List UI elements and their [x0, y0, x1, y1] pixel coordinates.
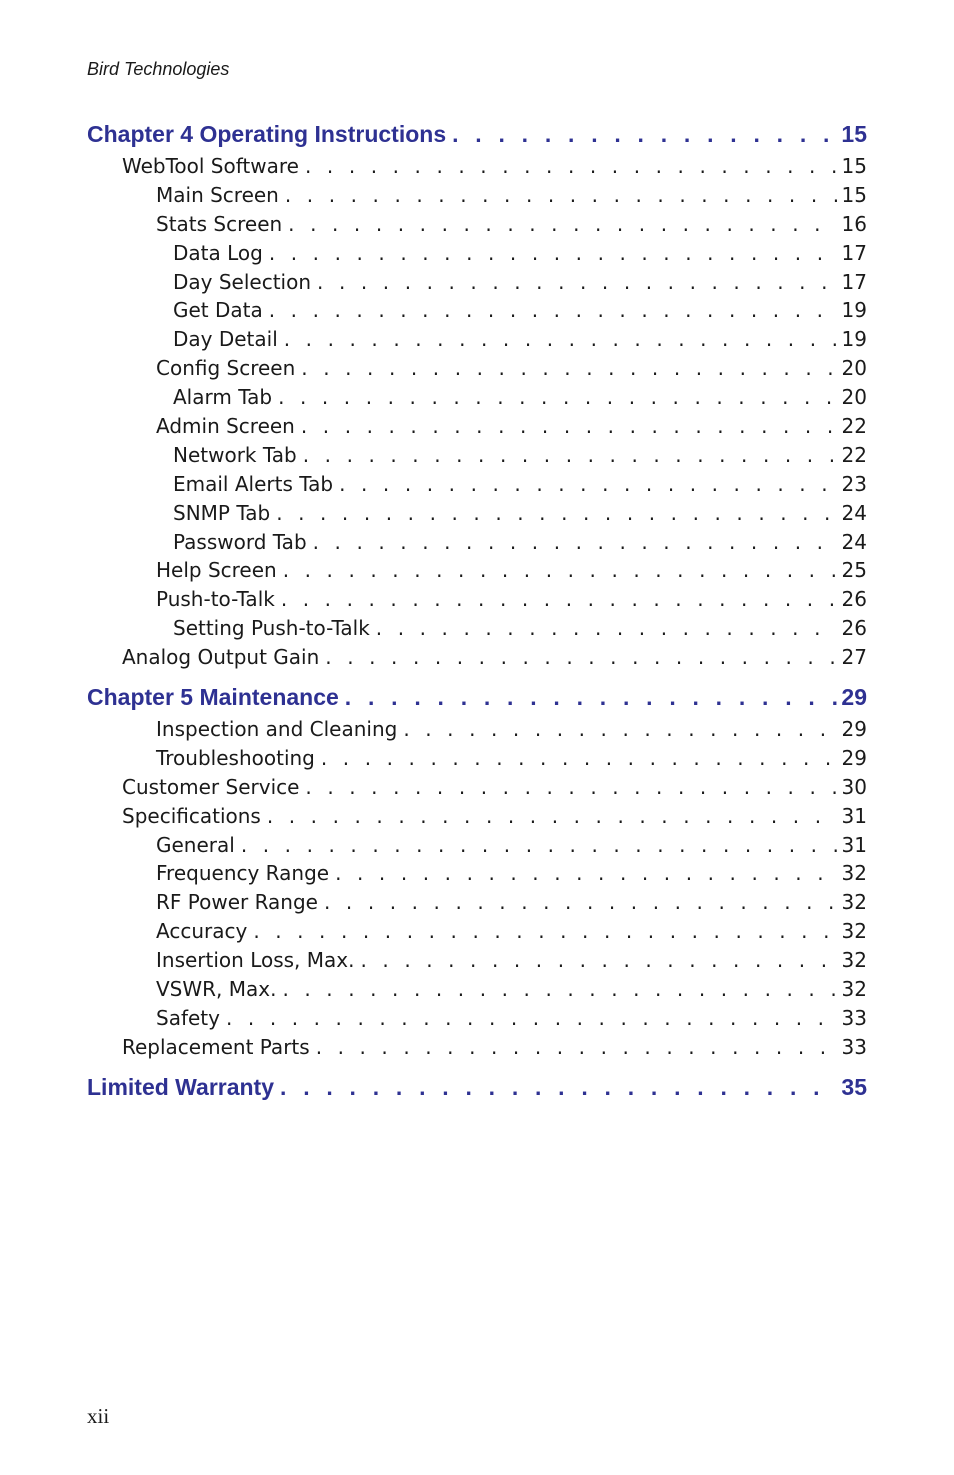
- page-number: xii: [87, 1404, 110, 1428]
- toc-entry[interactable]: [87, 327, 867, 356]
- toc-entry[interactable]: [87, 443, 867, 472]
- toc-page-number: 22: [841, 414, 867, 439]
- toc-entry[interactable]: [87, 616, 867, 645]
- toc-entry-label: Admin Screen: [156, 414, 301, 438]
- toc-page-number: 24: [841, 529, 867, 554]
- dot-leader: [321, 746, 837, 770]
- toc-entry[interactable]: [87, 587, 867, 616]
- toc-entry-label: Push-to-Talk: [156, 587, 281, 611]
- toc-page-number: 25: [841, 558, 867, 583]
- dot-leader: [316, 1035, 837, 1059]
- toc-page-number: 27: [841, 645, 867, 670]
- toc-page-number: 19: [841, 327, 867, 352]
- toc-entry[interactable]: [87, 948, 867, 977]
- toc-entry[interactable]: [87, 472, 867, 501]
- toc-entry[interactable]: [87, 414, 867, 443]
- toc-entry[interactable]: [87, 833, 867, 862]
- dot-leader: [452, 121, 837, 148]
- toc-page-number: 32: [841, 948, 867, 973]
- dot-leader: [241, 833, 837, 857]
- toc-entry-label: Data Log: [173, 241, 269, 265]
- dot-leader: [283, 558, 837, 582]
- table-of-contents: [87, 121, 867, 1117]
- toc-entry[interactable]: [87, 356, 867, 385]
- dot-leader: [278, 385, 837, 409]
- toc-page-number: 19: [841, 298, 867, 323]
- toc-page-number: 33: [841, 1034, 867, 1059]
- toc-page-number: 26: [841, 587, 867, 612]
- toc-entry[interactable]: [87, 746, 867, 775]
- toc-page-number: 23: [841, 471, 867, 496]
- toc-entry-label: Chapter 4 Operating Instructions: [87, 121, 452, 148]
- toc-page-number: 15: [841, 182, 867, 207]
- toc-entry-label: Password Tab: [173, 530, 313, 554]
- toc-entry-label: VSWR, Max.: [156, 977, 282, 1001]
- toc-entry[interactable]: [87, 919, 867, 948]
- toc-page-number: 16: [841, 211, 867, 236]
- toc-entry-label: Setting Push-to-Talk: [173, 616, 376, 640]
- toc-entry[interactable]: [87, 890, 867, 919]
- toc-page-number: 22: [841, 442, 867, 467]
- toc-entry-label: General: [156, 833, 241, 857]
- dot-leader: [339, 472, 837, 496]
- toc-entry-label: Email Alerts Tab: [173, 472, 339, 496]
- toc-page-number: 32: [841, 977, 867, 1002]
- toc-entry-label: Network Tab: [173, 443, 303, 467]
- toc-chapter-heading[interactable]: [87, 684, 867, 717]
- dot-leader: [280, 1074, 837, 1101]
- toc-page-number: 20: [841, 385, 867, 410]
- dot-leader: [305, 775, 837, 799]
- dot-leader: [276, 501, 837, 525]
- toc-entry[interactable]: [87, 558, 867, 587]
- toc-entry-label: Insertion Loss, Max.: [156, 948, 360, 972]
- dot-leader: [324, 890, 837, 914]
- toc-entry-label: Day Selection: [173, 270, 317, 294]
- toc-entry-label: Specifications: [122, 804, 267, 828]
- toc-entry[interactable]: [87, 775, 867, 804]
- running-header: Bird Technologies: [87, 59, 230, 79]
- toc-page-number: 15: [841, 154, 867, 178]
- toc-chapter-block: [87, 684, 867, 1064]
- toc-entry[interactable]: [87, 977, 867, 1006]
- dot-leader: [403, 717, 837, 741]
- toc-page-number: 32: [841, 890, 867, 915]
- toc-entry[interactable]: [87, 501, 867, 530]
- toc-entry[interactable]: [87, 1006, 867, 1035]
- toc-page-number: 17: [841, 240, 867, 265]
- toc-entry-label: Safety: [156, 1006, 226, 1030]
- toc-page-number: 24: [841, 500, 867, 525]
- toc-entry[interactable]: [87, 717, 867, 746]
- toc-entry-label: Frequency Range: [156, 861, 335, 885]
- toc-entry-label: Alarm Tab: [173, 385, 278, 409]
- toc-entry[interactable]: [87, 183, 867, 212]
- toc-page-number: 31: [841, 832, 867, 857]
- toc-page-number: 29: [841, 745, 867, 770]
- dot-leader: [376, 616, 837, 640]
- toc-entry[interactable]: [87, 298, 867, 327]
- toc-entry-label: Customer Service: [122, 775, 305, 799]
- toc-entry-label: Replacement Parts: [122, 1035, 316, 1059]
- toc-entry-label: Day Detail: [173, 327, 284, 351]
- toc-chapter-heading[interactable]: [87, 121, 867, 154]
- toc-page-number: 29: [841, 684, 867, 711]
- toc-entry-label: Analog Output Gain: [122, 645, 325, 669]
- toc-page-number: 30: [841, 774, 867, 799]
- dot-leader: [284, 327, 837, 351]
- dot-leader: [305, 154, 837, 178]
- dot-leader: [281, 587, 837, 611]
- toc-entry-label: Get Data: [173, 298, 269, 322]
- toc-entry[interactable]: [87, 270, 867, 299]
- toc-page-number: 17: [841, 269, 867, 294]
- toc-entry-label: SNMP Tab: [173, 501, 276, 525]
- toc-page-number: 29: [841, 717, 867, 742]
- toc-entry-label: RF Power Range: [156, 890, 324, 914]
- dot-leader: [301, 414, 837, 438]
- toc-entry-label: Accuracy: [156, 919, 253, 943]
- dot-leader: [288, 212, 837, 236]
- toc-entry[interactable]: [87, 530, 867, 559]
- toc-chapter-block: [87, 1074, 867, 1107]
- dot-leader: [325, 645, 837, 669]
- toc-chapter-block: [87, 121, 867, 674]
- toc-entry[interactable]: [87, 241, 867, 270]
- toc-entry[interactable]: [87, 804, 867, 833]
- toc-entry-label: Main Screen: [156, 183, 285, 207]
- toc-entry-label: Help Screen: [156, 558, 283, 582]
- dot-leader: [345, 684, 837, 711]
- toc-entry[interactable]: [87, 861, 867, 890]
- dot-leader: [253, 919, 837, 943]
- toc-entry[interactable]: [87, 212, 867, 241]
- toc-page-number: 15: [841, 121, 867, 147]
- dot-leader: [360, 948, 837, 972]
- toc-page-number: 20: [841, 356, 867, 381]
- dot-leader: [317, 270, 837, 294]
- toc-page-number: 32: [841, 861, 867, 886]
- toc-entry-label: Troubleshooting: [156, 746, 321, 770]
- dot-leader: [303, 443, 837, 467]
- dot-leader: [282, 977, 837, 1001]
- toc-page-number: 35: [841, 1073, 867, 1100]
- toc-entry[interactable]: [87, 154, 867, 183]
- dot-leader: [301, 356, 837, 380]
- toc-entry-label: Limited Warranty: [87, 1074, 280, 1101]
- dot-leader: [285, 183, 837, 207]
- toc-entry-label: Chapter 5 Maintenance: [87, 684, 345, 711]
- toc-page-number: 33: [841, 1005, 867, 1030]
- toc-entry-label: Config Screen: [156, 356, 301, 380]
- dot-leader: [267, 804, 837, 828]
- toc-page-number: 32: [841, 919, 867, 944]
- dot-leader: [269, 298, 837, 322]
- toc-chapter-heading[interactable]: [87, 1074, 867, 1107]
- dot-leader: [313, 530, 837, 554]
- toc-entry-label: WebTool Software: [122, 154, 305, 178]
- toc-page-number: 26: [841, 616, 867, 641]
- toc-page-number: 31: [841, 803, 867, 828]
- toc-entry[interactable]: [87, 385, 867, 414]
- dot-leader: [226, 1006, 837, 1030]
- dot-leader: [269, 241, 837, 265]
- toc-entry-label: Stats Screen: [156, 212, 288, 236]
- toc-entry-label: Inspection and Cleaning: [156, 717, 403, 741]
- toc-entry[interactable]: [87, 645, 867, 674]
- toc-entry[interactable]: [87, 1035, 867, 1064]
- dot-leader: [335, 861, 837, 885]
